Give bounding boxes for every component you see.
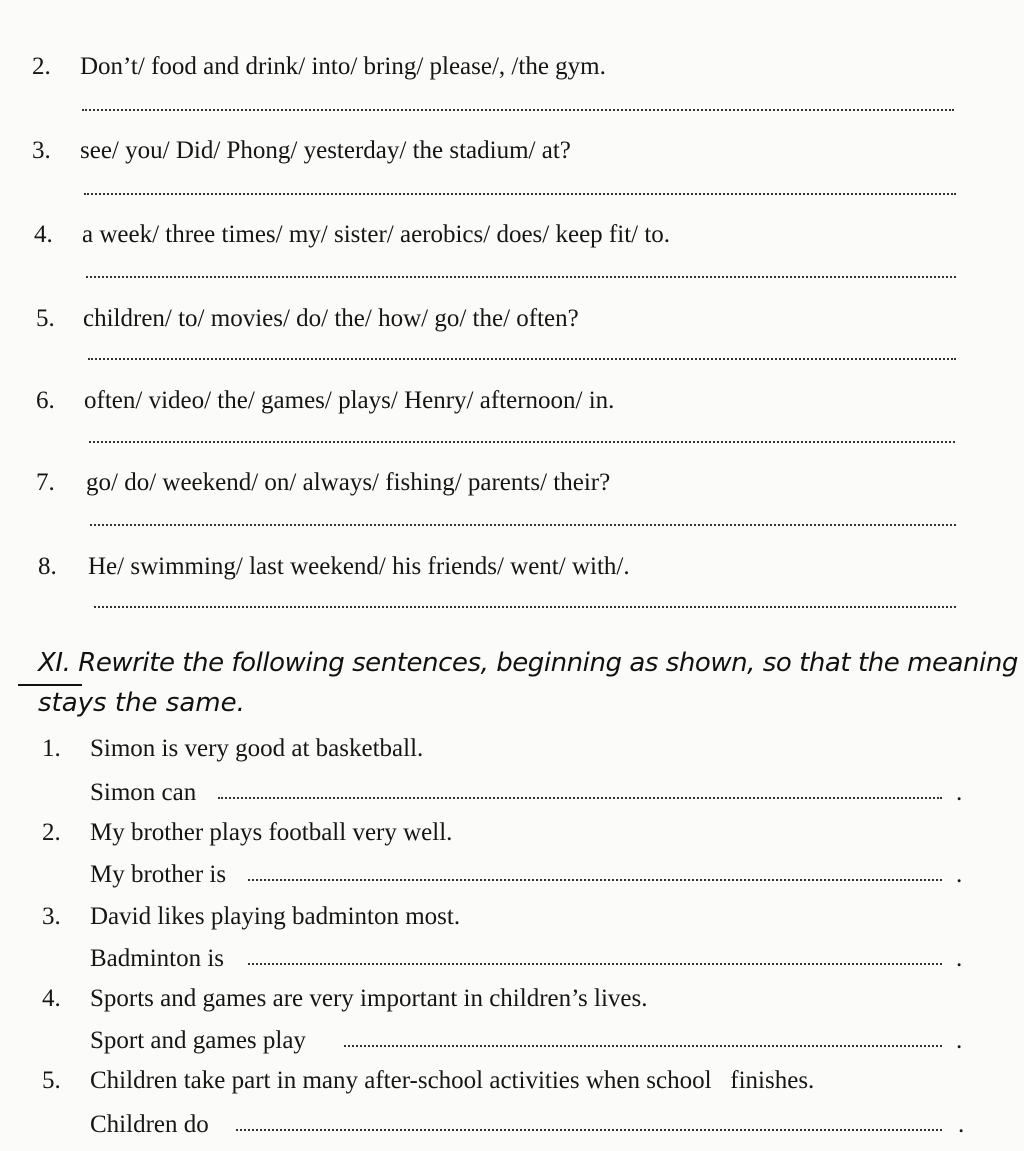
answer-line[interactable]: [86, 276, 956, 278]
section-heading-line-1: XI. Rewrite the following sentences, beginning as shown, so that the meaning: [38, 648, 1018, 678]
rewrite-answer-line[interactable]: [248, 963, 942, 965]
sentence-end: .: [956, 1027, 963, 1054]
rewrite-cue: Children do: [90, 1111, 209, 1138]
rewrite-cue: Badminton is: [90, 945, 225, 972]
item-text: often/ video/ the/ games/ plays/ Henry/ afternoon/ in.: [84, 387, 615, 414]
rewrite-answer-line[interactable]: [248, 879, 942, 881]
item-text: see/ you/ Did/ Phong/ yesterday/ the stadium/ at?: [80, 137, 571, 164]
item-text: He/ swimming/ last weekend/ his friends/ went/ with/.: [88, 553, 630, 580]
item-number: 5.: [36, 305, 55, 332]
answer-line[interactable]: [88, 358, 956, 360]
item-sentence: My brother plays football very well.: [90, 819, 453, 846]
item-text: Don’t/ food and drink/ into/ bring/ please/, /the gym.: [80, 53, 606, 80]
item-text: a week/ three times/ my/ sister/ aerobics/ does/ keep fit/ to.: [82, 221, 671, 248]
rewrite-cue: My brother is: [90, 861, 227, 888]
item-number: 3.: [32, 137, 51, 164]
section-heading-line-2: stays the same.: [38, 688, 245, 718]
item-number: 6.: [36, 387, 55, 414]
item-text: go/ do/ weekend/ on/ always/ fishing/ parents/ their?: [86, 469, 611, 496]
item-sentence: Children take part in many after-school activities when school finishes.: [90, 1067, 815, 1094]
rewrite-answer-line[interactable]: [236, 1129, 942, 1131]
item-number: 2.: [42, 819, 61, 846]
item-number: 7.: [36, 469, 55, 496]
item-number: 4.: [42, 985, 61, 1012]
item-number: 1.: [42, 735, 61, 762]
answer-line[interactable]: [82, 109, 954, 111]
sentence-end: .: [958, 1111, 965, 1138]
answer-line[interactable]: [89, 441, 955, 443]
rewrite-cue: Sport and games play: [90, 1027, 306, 1054]
item-sentence: David likes playing badminton most.: [90, 903, 461, 930]
rewrite-answer-line[interactable]: [218, 797, 942, 799]
rewrite-answer-line[interactable]: [344, 1045, 942, 1047]
item-number: 2.: [32, 53, 51, 80]
item-sentence: Sports and games are very important in children’s lives.: [90, 985, 648, 1012]
answer-line[interactable]: [84, 193, 956, 195]
item-number: 3.: [42, 903, 61, 930]
sentence-end: .: [956, 945, 963, 972]
item-number: 8.: [38, 553, 57, 580]
sentence-end: .: [956, 861, 963, 888]
item-number: 5.: [42, 1067, 61, 1094]
item-sentence: Simon is very good at basketball.: [90, 735, 424, 762]
item-number: 4.: [34, 221, 53, 248]
rewrite-cue: Simon can: [90, 779, 197, 806]
answer-line[interactable]: [90, 524, 956, 526]
item-text: children/ to/ movies/ do/ the/ how/ go/ the/ often?: [83, 305, 579, 332]
sentence-end: .: [956, 779, 963, 806]
answer-line[interactable]: [94, 606, 956, 608]
